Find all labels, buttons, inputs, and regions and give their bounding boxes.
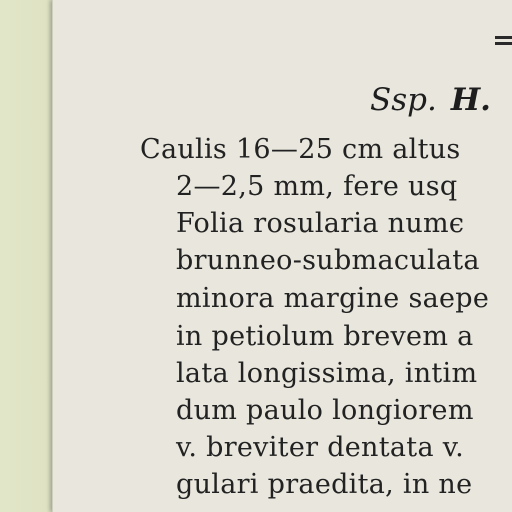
text-line-5: minora margine saepe	[176, 283, 490, 314]
text-line-6: in petiolum brevem a	[176, 321, 474, 352]
subspecies-initial: H.	[450, 82, 491, 118]
text-line-2: 2—2,5 mm, fere usq	[176, 171, 458, 202]
text-line-4: brunneo-submaculata	[176, 245, 480, 276]
text-line-7: lata longissima, intim	[176, 358, 478, 389]
subspecies-heading	[370, 82, 491, 118]
text-line-9: v. breviter dentata v.	[176, 432, 464, 463]
top-mark	[495, 36, 512, 45]
text-line-10: gulari praedita, in ne	[176, 469, 473, 500]
text-line-3: Folia rosularia numє	[176, 208, 465, 239]
text-line-8: dum paulo longiorem	[176, 395, 474, 426]
backing-sheet	[0, 0, 58, 512]
text-line-1: Caulis 16—25 cm altus	[140, 134, 461, 165]
subspecies-abbr: Ssp.	[370, 82, 437, 118]
